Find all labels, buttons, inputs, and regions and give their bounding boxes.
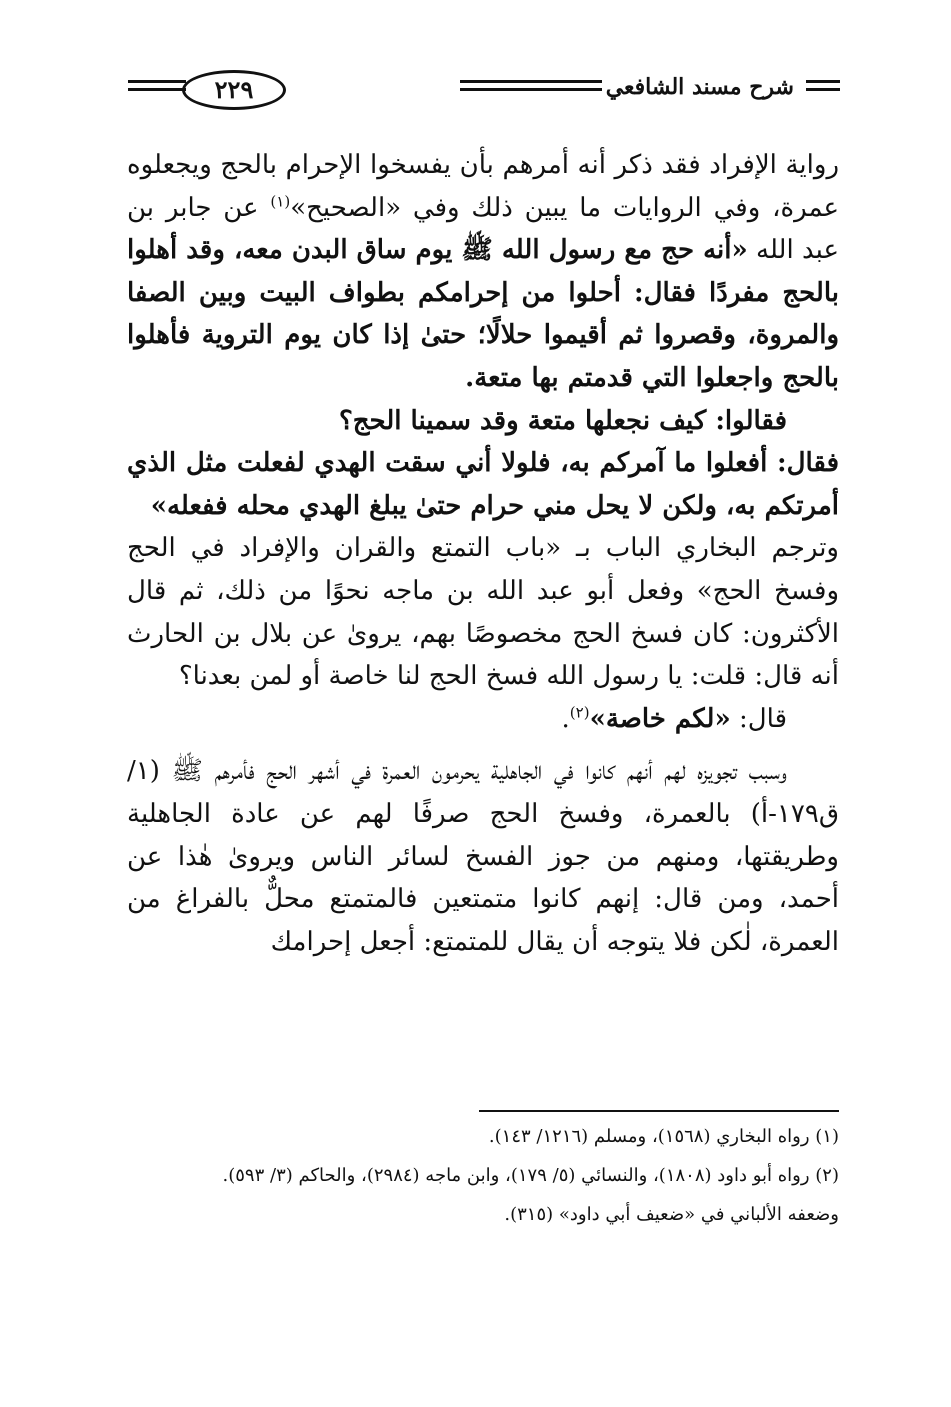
footnote-3: وضعفه الألباني في «ضعيف أبي داود» (٣١٥). — [504, 1204, 839, 1225]
footnote-1: (١) رواه البخاري (١٥٦٨)، ومسلم (١٢١٦/ ١٤٣). — [488, 1126, 839, 1147]
paragraph-5-text-b: . — [561, 703, 570, 734]
hadith-quote-1: «أنه حج مع رسول الله ﷺ يوم ساق البدن معه، وقد أهلوا بالحج مفردًا فقال: أحلوا من إحرامكم بطواف البيت وبين الصفا والمروة، وقصروا ثم أقيموا حلالًا؛ حتىٰ إذا كان يوم التروية فأهلوا بالحج واجعلوا التي قدمتم بها متعة. — [127, 235, 840, 393]
hadith-quote-4: «لكم خاصة» — [589, 703, 731, 734]
header-ornament-right — [806, 80, 840, 96]
running-header — [128, 68, 840, 118]
paragraph-5 — [127, 698, 839, 741]
hadith-quote-3: فقال: أفعلوا ما آمركم به، فلولا أني سقت الهدي لفعلت مثل الذي أمرتكم به، ولكن لا يحل مني حرام حتىٰ يبلغ الهدي محله ففعله» — [127, 448, 839, 521]
paragraph-1-text-a: رواية الإفراد فقد ذكر أنه أمرهم بأن يفسخوا الإحرام بالحج ويجعلوه عمرة، وفي الروايات ما يبين ذلك وفي «الصحيح» — [127, 150, 839, 223]
paragraph-3 — [127, 442, 839, 527]
footnote-2: (٢) رواه أبو داود (١٨٠٨)، والنسائي (٥/ ١٧٩)، وابن ماجه (٢٩٨٤)، والحاكم (٣/ ٥٩٣). — [222, 1165, 839, 1186]
paragraph-4: وترجم البخاري الباب بـ «باب التمتع والقران والإفراد في الحج وفسخ الحج» وفعل أبو عبد الله بن ماجه نحوًا من ذلك، ثم قال الأكثرون: كان فسخ الحج مخصوصًا بهم، يروىٰ عن بلال بن الحارث أنه قال: قلت: يا رسول الله فسخ الحج لنا خاصة أو لمن بعدنا؟ — [127, 533, 839, 692]
hadith-quote-2: فقالوا: كيف نجعلها متعة وقد سمينا الحج؟ — [338, 405, 787, 436]
paragraph-1-text-b: عن جابر بن عبد الله — [127, 192, 839, 266]
main-text — [127, 144, 839, 963]
footnote-separator — [479, 1110, 839, 1112]
footnote-ref-1: (١) — [270, 191, 291, 210]
paragraph-2 — [127, 400, 839, 443]
paragraph-6: وسبب تجويزه لهم أنهم كانوا في الجاهلية يحرمون العمرة في أشهر الحج فأمرهم ﷺ (١/ق١٧٩-أ) بالعمرة، وفسخ الحج صرفًا لهم عن عادة الجاهلية وطريقتها، ومنهم من جوز الفسخ لسائر الناس ويروىٰ هٰذا عن أحمد، ومن قال: إنهم كانوا متمتعين فالمتمتع محلٌّ بالفراغ من العمرة، لٰكن فلا يتوجه أن يقال للمتمتع: أجعل إحرامك — [127, 756, 839, 957]
paragraph-1 — [127, 144, 839, 400]
footnotes — [127, 1120, 839, 1237]
page-number: ٢٢٩ — [182, 70, 286, 110]
book-title: شرح مسند الشافعي — [605, 74, 794, 100]
paragraph-5-text-a: قال: — [730, 703, 787, 734]
header-rule-left — [128, 80, 186, 96]
header-rule-right — [460, 80, 602, 96]
footnote-ref-2: (٢) — [569, 703, 590, 722]
